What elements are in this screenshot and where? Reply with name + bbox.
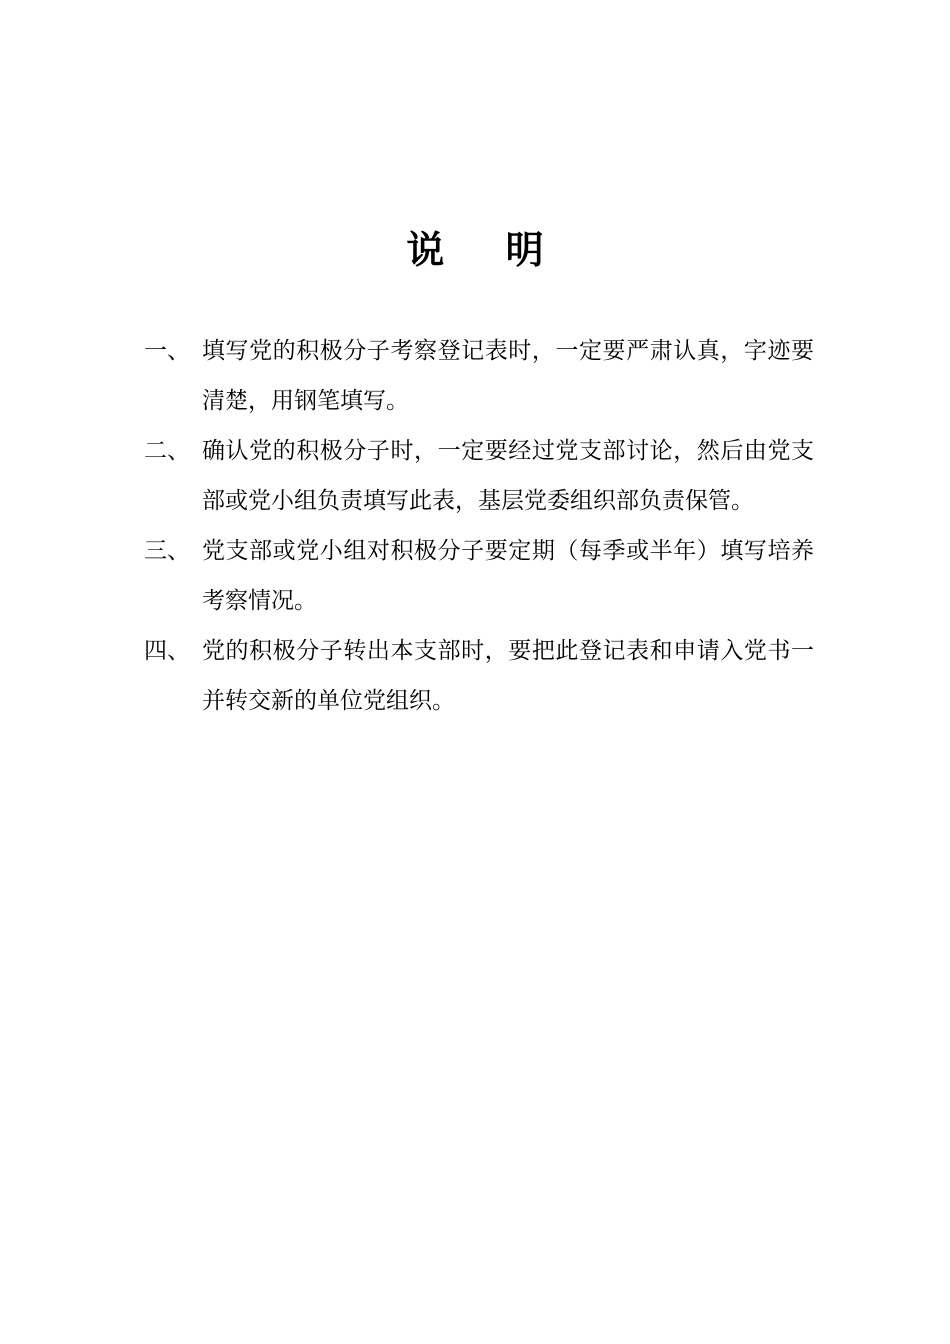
- page-title: 说 明: [406, 227, 568, 272]
- instruction-item-1: [144, 326, 814, 426]
- instruction-text: 党的积极分子转出本支部时，要把此登记表和申请入党书一并转交新的单位党组织。: [202, 638, 814, 714]
- instruction-marker: 一、: [144, 338, 190, 364]
- instruction-text: 党支部或党小组对积极分子要定期（每季或半年）填写培养考察情况。: [202, 538, 814, 614]
- instruction-marker: 二、: [144, 438, 190, 464]
- instruction-list: [144, 326, 814, 726]
- instruction-item-2: [144, 426, 814, 526]
- instruction-item-4: [144, 626, 814, 726]
- instruction-marker: 四、: [144, 638, 190, 664]
- instruction-item-3: [144, 526, 814, 626]
- instruction-marker: 三、: [144, 538, 190, 564]
- instruction-text: 填写党的积极分子考察登记表时，一定要严肃认真，字迹要清楚，用钢笔填写。: [202, 338, 814, 414]
- instruction-text: 确认党的积极分子时，一定要经过党支部讨论，然后由党支部或党小组负责填写此表，基层党委组织部负责保管。: [202, 438, 814, 514]
